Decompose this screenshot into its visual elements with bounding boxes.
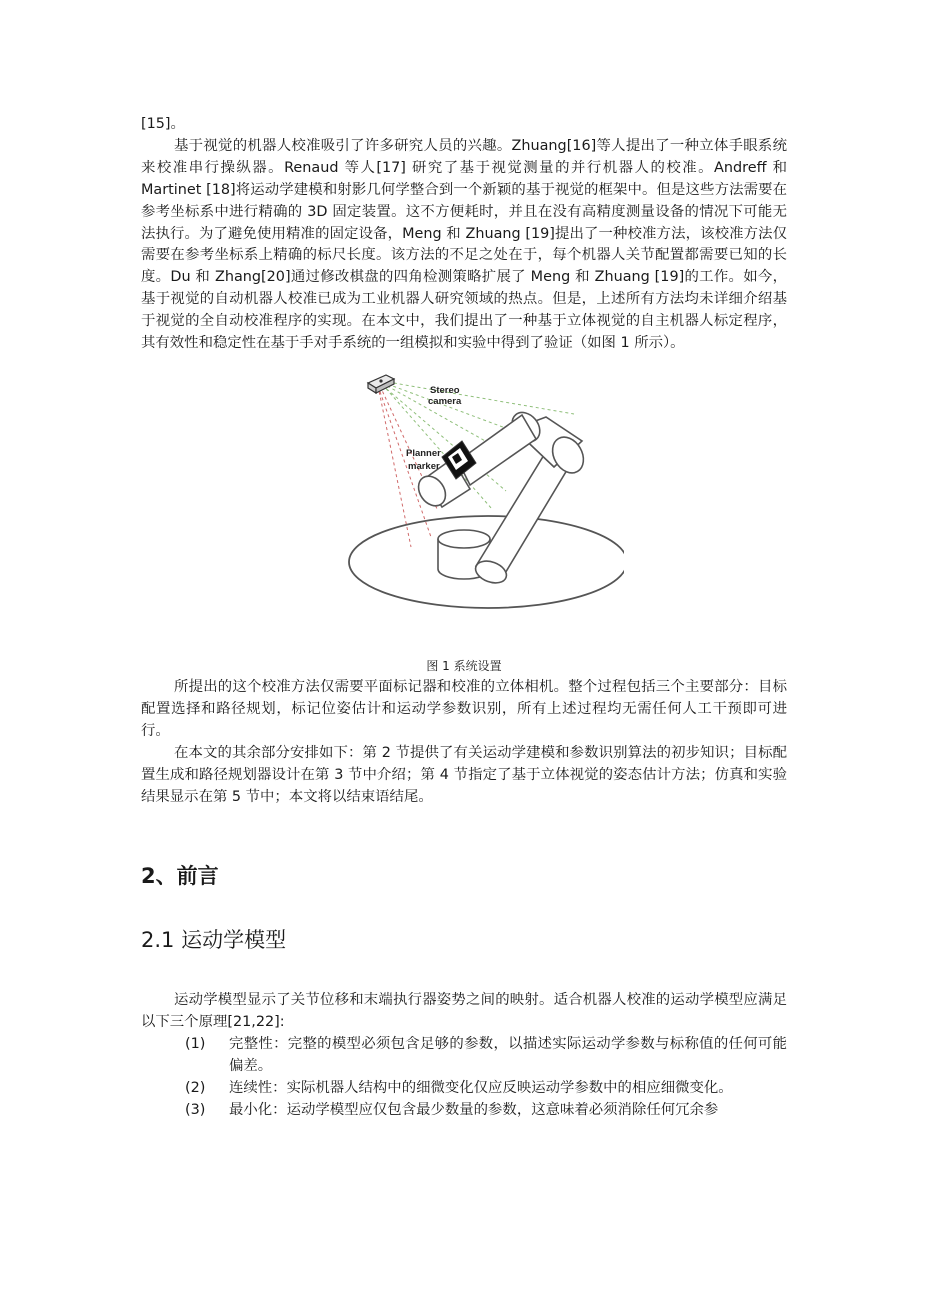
body-paragraph-1: 所提出的这个校准方法仅需要平面标记器和校准的立体相机。整个过程包括三个主要部分：目标配置选择和路径规划，标记位姿估计和运动学参数识别，所有上述过程均无需任何人工干预即可进行。 [141,678,787,739]
robot-upper-arm [458,415,536,485]
stereo-camera-icon [368,375,394,393]
list-item-text: 完整性：完整的模型必须包含足够的参数，以描述实际运动学参数与标称值的任何可能偏差。 [229,1036,787,1075]
figure-caption: 图 1 系统设置 [426,658,502,673]
list-item-text: 最小化：运动学模型应仅包含最少数量的参数，这意味着必须消除任何冗余参 [229,1101,719,1118]
intro-paragraph: 基于视觉的机器人校准吸引了许多研究人员的兴趣。Zhuang[16]等人提出了一种立体手眼系统来校准串行操纵器。Renaud 等人[17] 研究了基于视觉测量的并行机器人的校准。Andreff 和 Martinet [18]将运动学建模和射影几何学整合到一个新颖的基于视觉的框架中。但是这些方法需要在参考坐标系中进行精确的 3D 固定装置。这不方便耗时，并且在没有高精度测量设备的情况下可能无法执行。为了避免使用精准的固定设备，Meng 和 Zhuang [19]提出了一种校准方法，该校准方法仅需要在参考坐标系上精确的标尺长度。该方法的不足之处在于，每个机器人关节配置都需要已知的长度。Du 和 Zhang[20]通过修改棋盘的四角检测策略扩展了 Meng 和 Zhuang [19]的工作。如今，基于视觉的自动机器人校准已成为工业机器人研究领域的热点。但是，上述所有方法均未详细介绍基于视觉的全自动校准程序的实现。在本文中，我们提出了一种基于立体视觉的自主机器人标定程序，其有效性和稳定性在基于手对手系统的一组模拟和实验中得到了验证（如图 1 所示）。 [141,137,787,352]
list-item-text: 连续性：实际机器人结构中的细微变化仅应反映运动学参数中的相应细微变化。 [229,1080,733,1097]
label-stereo-line2: camera [428,395,462,407]
list-item-number: (2) [185,1080,206,1097]
body-paragraph-2: 在本文的其余部分安排如下：第 2 节提供了有关运动学建模和参数识别算法的初步知识；目标配置生成和路径规划器设计在第 3 节中介绍；第 4 节指定了基于立体视觉的姿态估计方法；仿真和实验结果显示在第 5 节中；本文将以结束语结尾。 [141,744,787,805]
intro-line-ref: [15]。 [141,116,185,132]
list-item [141,1034,787,1078]
label-marker-line1: Planner [406,447,441,459]
figure-1 [141,369,787,657]
label-marker-line2: marker [408,460,440,472]
label-stereo-line1: Stereo [430,384,460,396]
page-content [141,114,787,1122]
section-heading: 2、前言 [141,864,219,889]
subsection-heading: 2.1 运动学模型 [141,928,287,953]
list-item-number: (1) [185,1036,206,1053]
list-item-number: (3) [185,1101,206,1118]
list-item [141,1100,787,1122]
principles-list [141,1034,787,1122]
list-item [141,1078,787,1100]
subsection-paragraph: 运动学模型显示了关节位移和末端执行器姿势之间的映射。适合机器人校准的运动学模型应满足以下三个原理[21,22]: [141,992,787,1031]
robot-setup-illustration [346,369,624,615]
